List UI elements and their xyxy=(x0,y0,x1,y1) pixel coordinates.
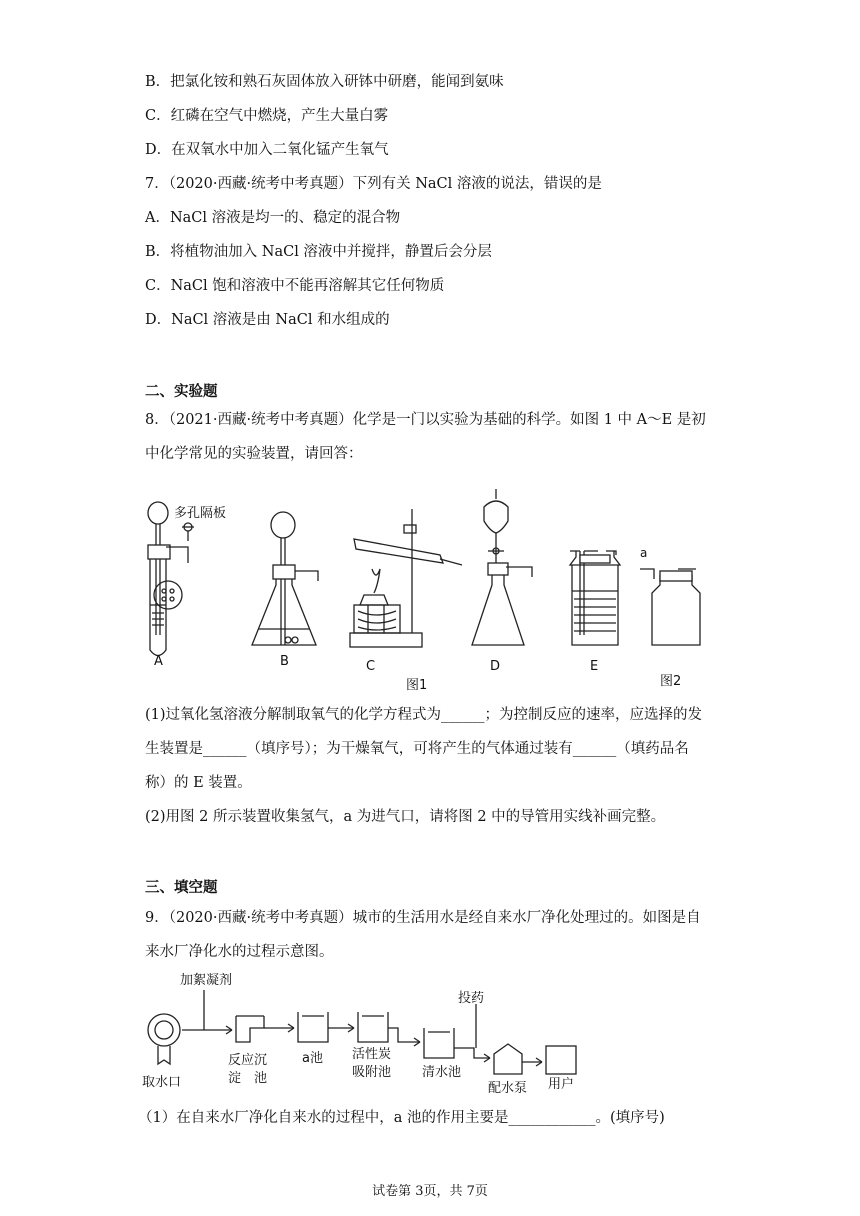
apparatus-b xyxy=(252,512,318,645)
section-experiment: 二、实验题 xyxy=(145,383,218,400)
question-9-line1: 9．（2020·西藏·统考中考真题）城市的生活用水是经自来水厂净化处理过的。如图是自 xyxy=(145,910,701,926)
label-d: D xyxy=(490,659,501,674)
q7-option-c: C．NaCl 饱和溶液中不能再溶解其它任何物质 xyxy=(145,278,445,294)
label-flocculant: 加絮凝剂 xyxy=(180,973,233,988)
label-user: 用户 xyxy=(548,1077,575,1092)
label-pool-a: a池 xyxy=(302,1051,323,1066)
page-footer: 试卷第 3页，共 7页 xyxy=(372,1184,488,1199)
label-reaction-1: 反应沉 xyxy=(228,1053,268,1068)
label-a: A xyxy=(154,654,163,669)
question-8-line2: 中化学常见的实验装置，请回答： xyxy=(145,446,363,462)
label-porous-plate: 多孔隔板 xyxy=(174,506,227,521)
label-c: C xyxy=(366,659,376,674)
apparatus-fig2 xyxy=(640,569,700,645)
label-carbon-2: 吸附池 xyxy=(352,1065,392,1080)
question-7: 7．（2020·西藏·统考中考真题）下列有关 NaCl 溶液的说法，错误的是 xyxy=(145,176,602,192)
lab-apparatus-figure xyxy=(140,485,720,700)
q7-option-a: A．NaCl 溶液是均一的、稳定的混合物 xyxy=(145,210,401,226)
section-fill-in: 三、填空题 xyxy=(145,879,218,896)
label-e: E xyxy=(590,659,599,674)
label-b: B xyxy=(280,654,289,669)
question-8-sub2: (2)用图 2 所示装置收集氢气，a 为进气口，请将图 2 中的导管用实线补画完整。 xyxy=(145,809,666,825)
label-dosing: 投药 xyxy=(458,991,485,1006)
label-reaction-2: 淀 池 xyxy=(228,1071,268,1086)
label-carbon-1: 活性炭 xyxy=(352,1047,392,1062)
inlet-label: a xyxy=(640,546,648,560)
option-c-line: C．红磷在空气中燃烧，产生大量白雾 xyxy=(145,108,389,124)
apparatus-c xyxy=(350,509,462,647)
question-8-sub1-line3: 称）的 E 装置。 xyxy=(145,775,252,791)
q7-option-d: D．NaCl 溶液是由 NaCl 和水组成的 xyxy=(145,312,390,328)
option-b-line: B．把氯化铵和熟石灰固体放入研钵中研磨，能闻到氨味 xyxy=(145,74,504,90)
question-8-sub1-line1: (1)过氧化氢溶液分解制取氧气的化学方程式为______；为控制反应的速率，应选择的发 xyxy=(145,707,703,723)
question-8-sub1-line2: 生装置是______（填序号）；为干燥氧气，可将产生的气体通过装有______（填药品名 xyxy=(145,741,689,757)
label-intake: 取水口 xyxy=(142,1075,182,1090)
apparatus-d xyxy=(472,489,532,645)
option-d-line: D．在双氧水中加入二氧化锰产生氧气 xyxy=(145,142,389,158)
caption-fig2: 图2 xyxy=(660,674,682,689)
question-9-sub1: （1）在自来水厂净化自来水的过程中，a 池的作用主要是____________。(填序号) xyxy=(138,1110,665,1126)
apparatus-e xyxy=(570,551,620,645)
apparatus-a xyxy=(148,502,194,656)
caption-fig1: 图1 xyxy=(406,678,428,693)
label-pump: 配水泵 xyxy=(488,1081,528,1096)
question-9-line2: 来水厂净化水的过程示意图。 xyxy=(145,944,334,960)
water-treatment-diagram xyxy=(140,968,600,1096)
question-8-line1: 8．（2021·西藏·统考中考真题）化学是一门以实验为基础的科学。如图 1 中 A～E 是初 xyxy=(145,412,706,428)
q7-option-b: B．将植物油加入 NaCl 溶液中并搅拌，静置后会分层 xyxy=(145,244,492,260)
label-clear-pool: 清水池 xyxy=(422,1065,462,1080)
